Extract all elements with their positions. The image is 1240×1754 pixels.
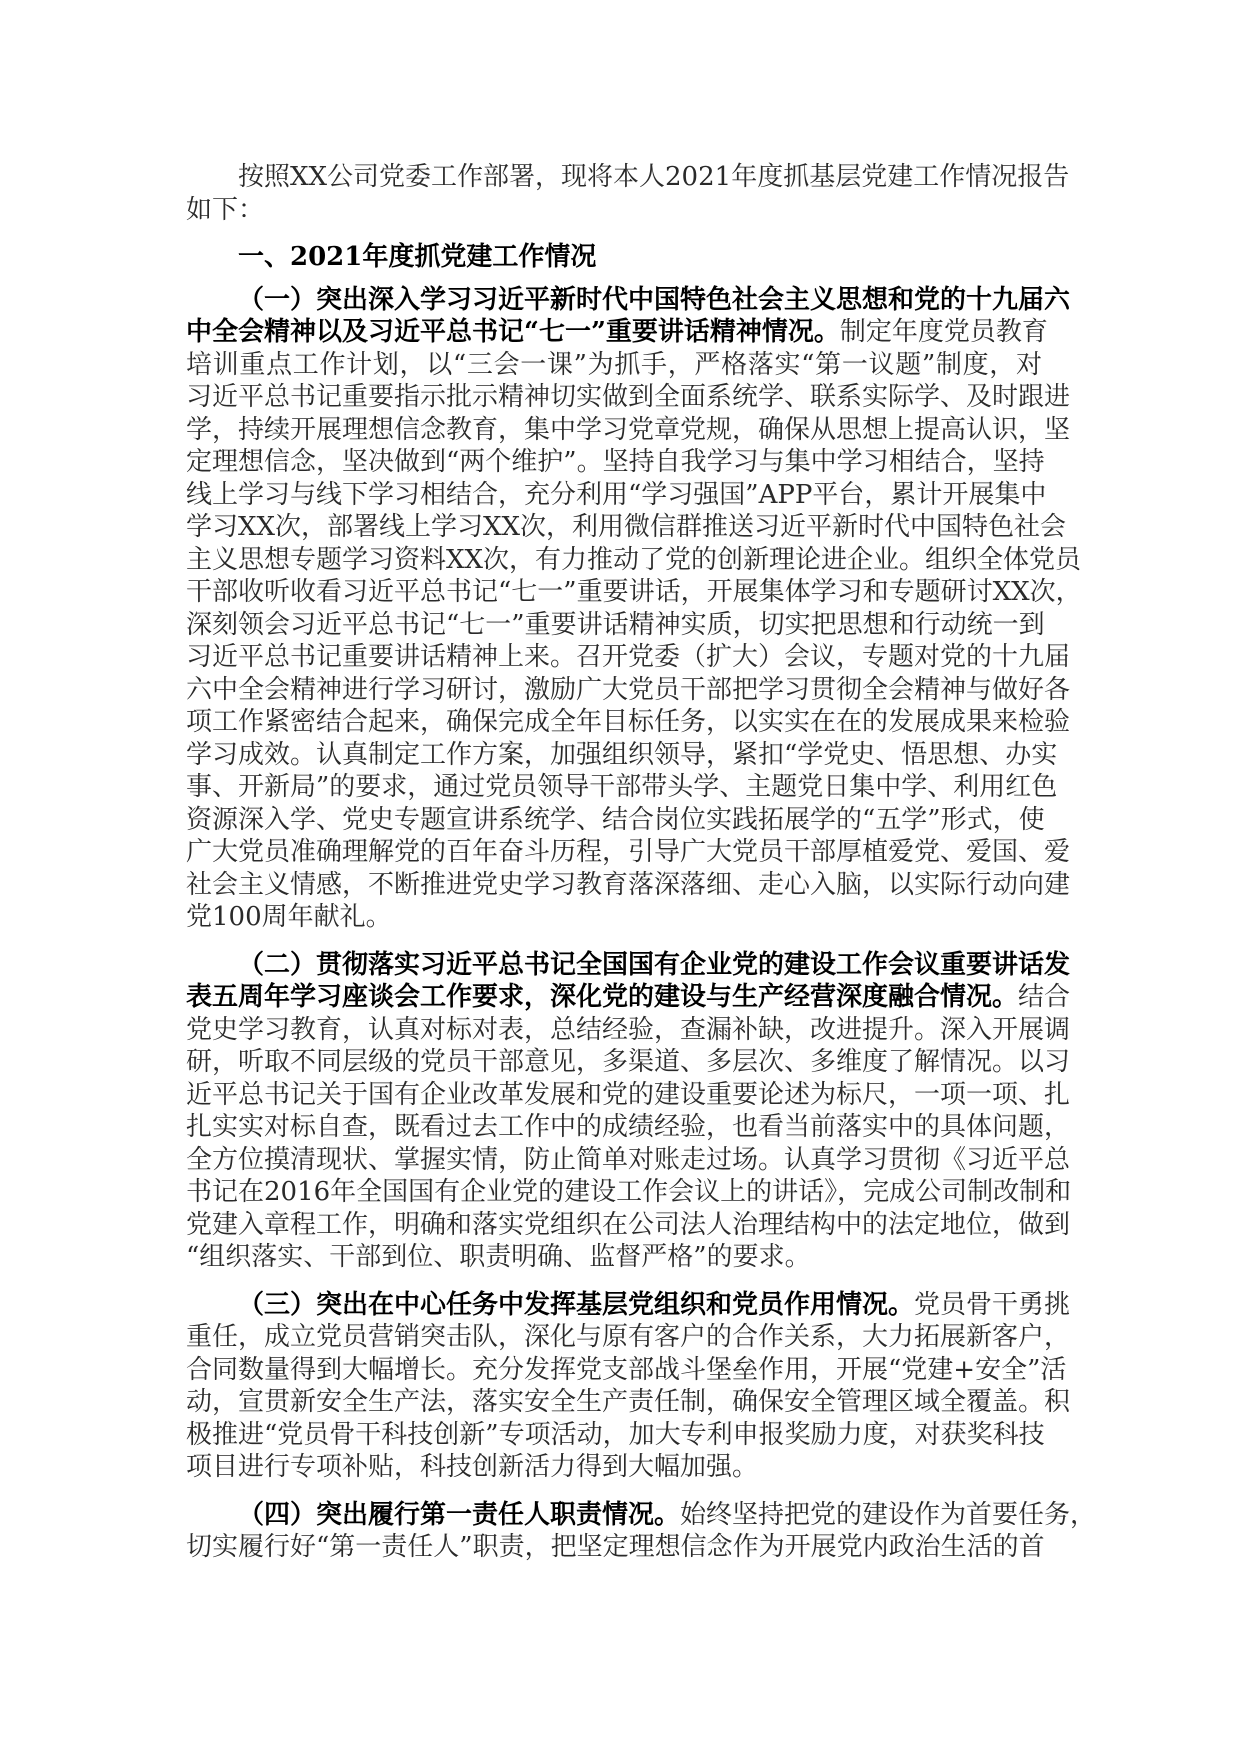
text-line [186,641,1071,674]
text-line [186,479,1047,512]
body-text: 广大党员准确理解党的百年奋斗历程，引导广大党员干部厚植爱党、爱国、爱 [186,837,1071,867]
paragraph [186,284,1082,934]
text-line [186,949,1071,982]
text-line [186,316,1048,349]
text-line [186,446,1045,479]
body-text: 社会主义情感，不断推进党史学习教育落深落细、走心入脑，以实际行动向建 [186,869,1071,900]
text-line [186,1209,1071,1242]
text-line [186,1419,1045,1452]
body-text: 习近平总书记重要讲话精神上来。召开党委（扩大）会议，专题对党的十九届 [186,642,1071,672]
body-text: 切实履行好“第一责任人”职责，把坚定理想信念作为开展党内政治生活的首 [186,1532,1045,1562]
bold-lead-text: 中全会精神以及习近平总书记“七一”重要讲话精神情况。 [186,317,840,347]
body-text: 学习成效。认真制定工作方案，加强组织领导，紧扣“学党史、悟思想、办实 [186,739,1058,770]
body-text: 项工作紧密结合起来，确保完成全年目标任务，以实实在在的发展成果来检验 [186,707,1071,737]
text-line [186,414,1071,447]
body-text: 党史学习教育，认真对标对表，总结经验，查漏补缺，改进提升。深入开展调 [186,1014,1071,1045]
body-text: 六中全会精神进行学习研讨，激励广大党员干部把学习贯彻全会精神与做好各 [186,674,1071,705]
paragraph [186,1499,1097,1564]
body-text: 干部收听收看习近平总书记“七一”重要讲话，开展集体学习和专题研讨XX次， [186,577,1082,607]
text-line [186,241,1042,274]
text-line [186,1144,1071,1177]
paragraph [186,949,1072,1274]
body-text: 党100周年献礼。 [186,902,392,932]
body-text: 近平总书记关于国有企业改革发展和党的建设重要论述为标尺，一项一项、扎 [186,1079,1071,1110]
body-text: 培训重点工作计划，以“三会一课”为抓手，严格落实“第一议题”制度，对 [186,349,1042,380]
text-line [186,1451,1042,1484]
body-text: 学，持续开展理想信念教育，集中学习党章党规，确保从思想上提高认识，坚 [186,414,1071,445]
body-text: 扎实实对标自查，既看过去工作中的成绩经验，也看当前落实中的具体问题， [186,1112,1071,1142]
text-line [186,804,1045,837]
body-text: 学习XX次，部署线上学习XX次，利用微信群推送习近平新时代中国特色社会 [186,512,1067,542]
text-line [186,869,1071,902]
body-text: 主义思想专题学习资料XX次，有力推动了党的创新理论进企业。组织全体党员 [186,544,1082,575]
text-line [186,674,1071,707]
text-line [186,1111,1071,1144]
body-text: 书记在2016年全国国有企业党的建设工作会议上的讲话》，完成公司制改制和 [186,1177,1072,1207]
body-text: 资源深入学、党史专题宣讲系统学、结合岗位实践拓展学的“五学”形式，使 [186,804,1045,835]
body-text: 动，宣贯新安全生产法，落实安全生产责任制，确保安全管理区域全覆盖。积 [186,1387,1071,1417]
paragraph [186,1289,1071,1484]
bold-lead-text: （三）突出在中心任务中发挥基层党组织和党员作用情况。 [238,1289,915,1320]
text-line [186,1241,1042,1274]
text-line [186,161,1070,194]
paragraph [186,161,1070,226]
text-line [186,1289,1071,1322]
text-line [186,349,1042,382]
body-text: 习近平总书记重要指示批示精神切实做到全面系统学、联系实际学、及时跟进 [186,382,1071,412]
body-text: 项目进行专项补贴，科技创新活力得到大幅加强。 [186,1452,759,1482]
text-line [186,739,1058,772]
text-line [186,771,1058,804]
body-text: 党员骨干勇挑 [914,1289,1071,1320]
text-line [186,901,1042,934]
text-line [186,1079,1071,1112]
body-text: 如下： [186,194,265,225]
body-text: 党建入章程工作，明确和落实党组织在公司法人治理结构中的法定地位，做到 [186,1209,1071,1240]
body-text: 结合 [1018,982,1071,1012]
text-line [186,1321,1071,1354]
bold-lead-text: （二）贯彻落实习近平总书记全国国有企业党的建设工作会议重要讲话发 [238,949,1071,980]
heading-text: 一、2021年度抓党建工作情况 [238,242,597,272]
text-line [186,1354,1067,1387]
body-text: 研，听取不同层级的党员干部意见，多渠道、多层次、多维度了解情况。以习 [186,1047,1071,1077]
body-text: 深刻领会习近平总书记“七一”重要讲话精神实质，切实把思想和行动统一到 [186,609,1045,640]
body-text: 按照XX公司党委工作部署，现将本人2021年度抓基层党建工作情况报告 [238,162,1070,192]
document-page [186,161,1097,1564]
text-line [186,1531,1045,1564]
text-line [186,544,1082,577]
body-text: 合同数量得到大幅增长。充分发挥党支部战斗堡垒作用，开展“党建+安全”活 [186,1354,1067,1385]
text-line [186,576,1082,609]
text-line [186,284,1071,317]
text-line [186,1046,1071,1079]
body-text: 极推进“党员骨干科技创新”专项活动，加大专利申报奖励力度，对获奖科技 [186,1419,1045,1450]
body-text: 事、开新局”的要求，通过党员领导干部带头学、主题党日集中学、利用红色 [186,772,1058,802]
text-line [186,1014,1071,1047]
body-text: 始终坚持把党的建设作为首要任务， [680,1499,1097,1530]
text-line [186,836,1071,869]
body-text: 全方位摸清现状、掌握实情，防止简单对账走过场。认真学习贯彻《习近平总 [186,1144,1071,1175]
text-line [186,1386,1071,1419]
body-text: 线上学习与线下学习相结合，充分利用“学习强国”APP平台，累计开展集中 [186,479,1047,510]
text-line [186,1499,1097,1532]
section-heading [186,241,1042,274]
text-line [186,381,1071,414]
body-text: 定理想信念，坚决做到“两个维护”。坚持自我学习与集中学习相结合，坚持 [186,447,1045,477]
bold-lead-text: （四）突出履行第一责任人职责情况。 [238,1499,681,1530]
text-line [186,609,1045,642]
text-line [186,981,1071,1014]
bold-lead-text: 表五周年学习座谈会工作要求，深化党的建设与生产经营深度融合情况。 [186,982,1019,1012]
body-text: “组织落实、干部到位、职责明确、监督严格”的要求。 [186,1242,811,1272]
body-text: 制定年度党员教育 [839,317,1048,347]
text-line [186,1176,1072,1209]
text-line [186,511,1067,544]
text-line [186,706,1071,739]
body-text: 重任，成立党员营销突击队，深化与原有客户的合作关系，大力拓展新客户， [186,1322,1071,1352]
text-line [186,194,1042,227]
bold-lead-text: （一）突出深入学习习近平新时代中国特色社会主义思想和党的十九届六 [238,284,1071,315]
